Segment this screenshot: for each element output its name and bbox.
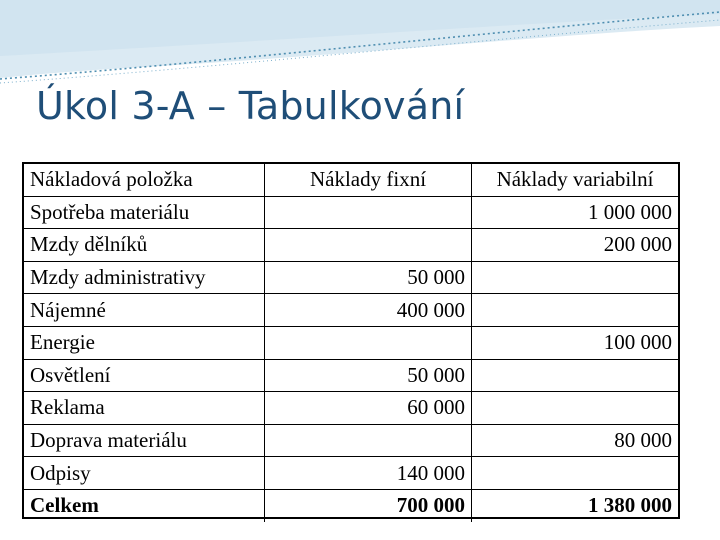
table-row	[24, 457, 678, 490]
fixed-cost-cell	[265, 326, 472, 359]
cost-item-cell: Osvětlení	[24, 359, 265, 392]
table-row	[24, 229, 678, 262]
cost-item-cell: Doprava materiálu	[24, 424, 265, 457]
cost-table	[22, 162, 680, 519]
header-cost-item: Nákladová položka	[24, 164, 265, 196]
fixed-cost-cell	[265, 229, 472, 262]
cost-item-cell: Energie	[24, 326, 265, 359]
table-header-row	[24, 164, 678, 196]
fixed-cost-cell: 50 000	[265, 261, 472, 294]
cost-item-cell: Reklama	[24, 392, 265, 425]
variable-cost-cell	[472, 392, 679, 425]
table-row	[24, 261, 678, 294]
variable-cost-cell	[472, 294, 679, 327]
table-total-row	[24, 489, 678, 521]
header-variable-costs: Náklady variabilní	[472, 164, 679, 196]
total-variable-cell: 1 380 000	[588, 493, 672, 518]
slide-title: Úkol 3-A – Tabulkování	[36, 84, 465, 128]
fixed-cost-cell: 50 000	[265, 359, 472, 392]
variable-cost-cell: 100 000	[472, 326, 679, 359]
table-row	[24, 392, 678, 425]
variable-cost-cell: 1 000 000	[472, 196, 679, 229]
header-wave-decoration	[0, 0, 720, 90]
variable-cost-cell	[472, 457, 679, 490]
fixed-cost-cell: 60 000	[265, 392, 472, 425]
table-row	[24, 326, 678, 359]
table-row	[24, 424, 678, 457]
header-fixed-costs: Náklady fixní	[265, 164, 472, 196]
table-row	[24, 359, 678, 392]
variable-cost-cell: 200 000	[472, 229, 679, 262]
cost-item-cell: Nájemné	[24, 294, 265, 327]
fixed-cost-cell: 400 000	[265, 294, 472, 327]
fixed-cost-cell	[265, 196, 472, 229]
total-label-cell: Celkem	[24, 489, 265, 521]
cost-item-cell: Mzdy dělníků	[24, 229, 265, 262]
cost-item-cell: Spotřeba materiálu	[24, 196, 265, 229]
fixed-cost-cell	[265, 424, 472, 457]
variable-cost-cell: 80 000	[472, 424, 679, 457]
variable-cost-cell	[472, 261, 679, 294]
cost-item-cell: Odpisy	[24, 457, 265, 490]
variable-cost-cell	[472, 359, 679, 392]
cost-item-cell: Mzdy administrativy	[24, 261, 265, 294]
fixed-cost-cell: 140 000	[265, 457, 472, 490]
total-fixed-cell: 700 000	[265, 489, 472, 521]
table-row	[24, 294, 678, 327]
table-row	[24, 196, 678, 229]
